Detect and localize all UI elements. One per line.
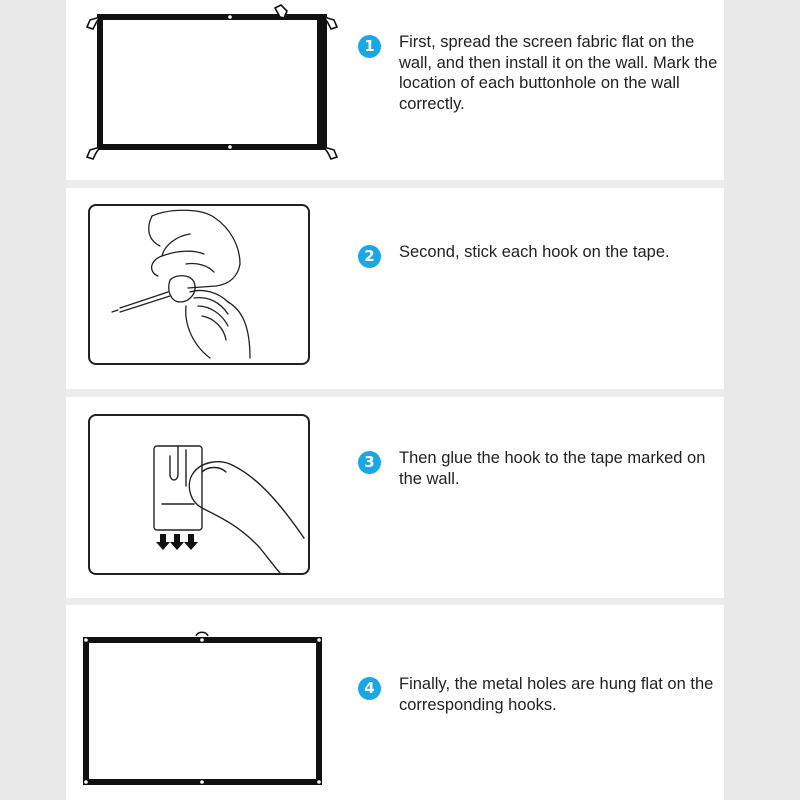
screen-frame-clips-icon	[82, 0, 344, 170]
step-2	[358, 242, 720, 263]
step-number-badge: 4	[358, 677, 381, 700]
screen-frame-holes-icon	[80, 630, 325, 790]
step-description: Then glue the hook to the tape marked on the wall.	[399, 449, 706, 488]
step-1	[358, 32, 720, 114]
step-2-panel	[66, 188, 724, 389]
step-description: First, spread the screen fabric flat on the wall, and then install it on the wall. Mark the location of each buttonhole on the wall correctly.	[399, 33, 718, 113]
finger-hook-icon	[88, 414, 310, 575]
step-4	[358, 674, 720, 715]
step-4-panel	[66, 605, 724, 800]
step-3-panel	[66, 397, 724, 598]
step-number-badge: 2	[358, 245, 381, 268]
step-number-badge: 3	[358, 451, 381, 474]
step-1-panel	[66, 0, 724, 180]
step-number-badge: 1	[358, 35, 381, 58]
step-description: Second, stick each hook on the tape.	[399, 243, 670, 261]
hands-tape-icon	[88, 204, 310, 365]
step-3	[358, 448, 720, 489]
step-description: Finally, the metal holes are hung flat on the corresponding hooks.	[399, 675, 714, 714]
